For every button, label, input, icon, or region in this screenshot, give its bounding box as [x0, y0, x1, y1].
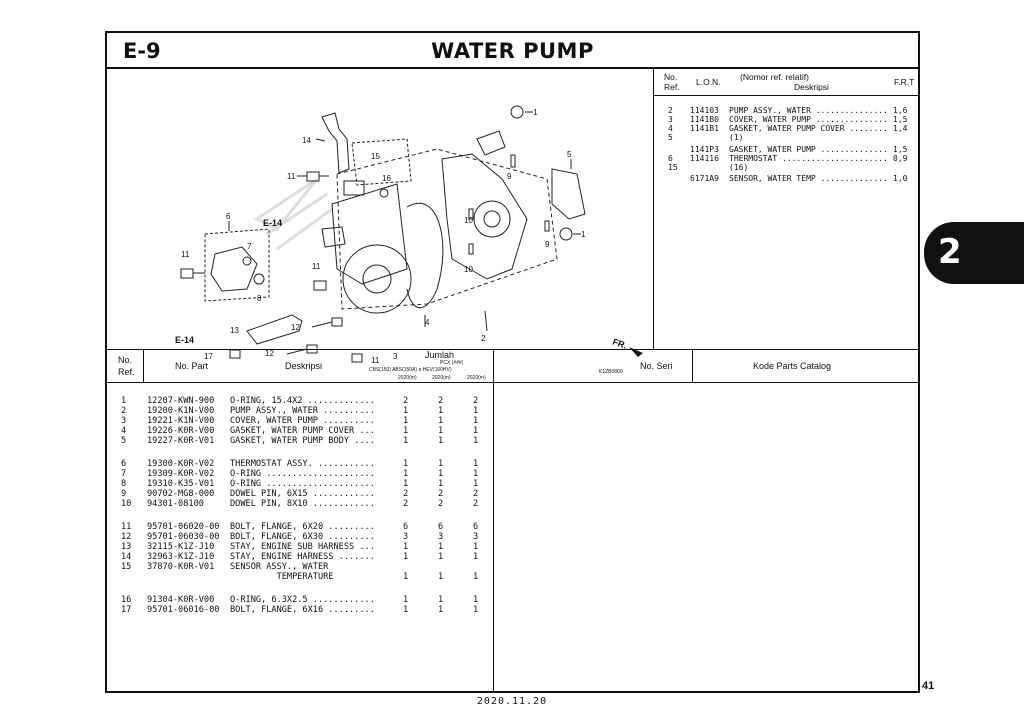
callout-15: 15	[371, 152, 380, 161]
part-cell-desc: O-RING .....................	[230, 469, 375, 479]
callout-3: 3	[393, 352, 398, 361]
section-tab	[924, 222, 1024, 284]
part-cell-qty: 1	[438, 416, 444, 426]
part-cell-qty: 3	[438, 532, 444, 542]
lon-cell-ref: 5	[668, 133, 673, 142]
part-cell-qty: 1	[473, 605, 479, 615]
callout-e14-top: E-14	[263, 218, 283, 228]
part-cell-qty: 1	[438, 426, 444, 436]
lon-cell-lon: 114116	[690, 154, 719, 163]
part-cell-qty: 2	[438, 396, 444, 406]
lon-row	[654, 133, 920, 143]
part-cell-qty: 1	[438, 436, 444, 446]
part-cell-qty: 1	[473, 416, 479, 426]
part-cell-ref: 7	[121, 469, 127, 479]
part-cell-ref: 3	[121, 416, 127, 426]
callout-2: 2	[481, 334, 486, 343]
lon-cell-frt: 1,6	[893, 106, 908, 115]
part-cell-qty: 1	[438, 552, 444, 562]
col-year-3: 2020(m)	[467, 375, 486, 381]
part-cell-desc: GASKET, WATER PUMP COVER ...	[230, 426, 375, 436]
part-cell-part: 19227-K0R-V01	[147, 436, 215, 446]
col-catalog: Kode Parts Catalog	[753, 361, 832, 371]
table-row	[107, 406, 918, 416]
part-cell-desc: GASKET, WATER PUMP BODY ....	[230, 436, 375, 446]
part-cell-qty: 1	[438, 459, 444, 469]
part-cell-desc: COVER, WATER PUMP ..........	[230, 416, 375, 426]
lon-cell-desc: SENSOR, WATER TEMP ..............	[729, 174, 888, 183]
part-cell-qty: 1	[473, 595, 479, 605]
col-variants: CBS(150) ABS(150A) e:HEV(160HV)	[369, 367, 452, 373]
direction-label: FR.	[611, 336, 629, 351]
drawing-code: K1ZB0800	[599, 369, 623, 375]
page-number: 41	[922, 680, 935, 692]
o-ring-7	[243, 257, 251, 265]
part-cell-qty: 1	[438, 605, 444, 615]
lon-cell-frt: 1,4	[893, 124, 908, 133]
part-cell-qty: 1	[473, 552, 479, 562]
part-cell-ref: 6	[121, 459, 127, 469]
gasket-5	[552, 169, 585, 219]
callout-7: 7	[247, 242, 252, 251]
part-cell-part: 19200-K1N-V00	[147, 406, 215, 416]
callout-11c: 11	[181, 250, 190, 259]
callout-1b: 1	[581, 230, 586, 239]
table-row	[107, 562, 918, 572]
table-row	[107, 532, 918, 542]
lon-cell-lon: 1141B1	[690, 124, 719, 133]
part-cell-qty: 1	[403, 426, 409, 436]
part-cell-qty: 1	[403, 469, 409, 479]
table-row	[107, 469, 918, 479]
callout-10b: 10	[464, 265, 473, 274]
part-cell-part: 95701-06020-00	[147, 522, 220, 532]
callout-13: 13	[230, 326, 239, 335]
page-frame	[105, 31, 920, 693]
part-cell-qty: 6	[473, 522, 479, 532]
part-cell-qty: 2	[403, 499, 409, 509]
part-cell-desc: O-RING, 6.3X2.5 ............	[230, 595, 375, 605]
thermostat-6	[211, 247, 257, 291]
callout-8: 8	[257, 294, 262, 303]
table-row	[107, 595, 918, 605]
lon-header-no: No.	[664, 72, 678, 82]
part-cell-qty: 1	[403, 542, 409, 552]
section-tab-number: 2	[938, 232, 962, 272]
part-cell-qty: 1	[473, 426, 479, 436]
table-row	[107, 479, 918, 489]
table-row	[107, 605, 918, 615]
callout-11e: 11	[371, 356, 380, 365]
col-model: PCX (###)	[440, 360, 464, 366]
lon-cell-desc: (16)	[729, 163, 749, 172]
col-part: No. Part	[175, 361, 209, 371]
part-cell-qty: 1	[403, 605, 409, 615]
part-cell-ref: 11	[121, 522, 132, 532]
o-ring-8	[254, 274, 264, 284]
lon-cell-frt: 1,5	[893, 115, 908, 124]
callout-11: 11	[287, 172, 296, 181]
diagram-callouts	[175, 108, 586, 365]
part-cell-qty: 6	[438, 522, 444, 532]
part-cell-ref: 13	[121, 542, 132, 552]
part-cell-qty: 1	[473, 469, 479, 479]
part-cell-ref: 14	[121, 552, 132, 562]
lon-cell-lon: 1141B0	[690, 115, 719, 124]
part-cell-desc: DOWEL PIN, 8X10 ............	[230, 499, 375, 509]
part-cell-ref: 16	[121, 595, 132, 605]
lon-cell-lon: 6171A9	[690, 174, 719, 183]
part-cell-qty: 2	[403, 396, 409, 406]
part-cell-qty: 1	[473, 436, 479, 446]
part-cell-qty: 2	[473, 489, 479, 499]
col-no: No.	[118, 355, 133, 365]
part-cell-desc: BOLT, FLANGE, 6X16 .........	[230, 605, 375, 615]
part-cell-desc: O-RING, 15.4X2 .............	[230, 396, 375, 406]
col-desc: Deskripsi	[285, 361, 323, 371]
part-cell-part: 32115-K1Z-J10	[147, 542, 215, 552]
lon-panel	[654, 69, 920, 349]
lon-cell-frt: 1,5	[893, 145, 908, 154]
table-row	[107, 572, 918, 582]
part-cell-part: 37870-K0R-V01	[147, 562, 215, 572]
part-cell-part: 95701-06030-00	[147, 532, 220, 542]
col-ref: Ref.	[118, 367, 135, 377]
table-row	[107, 426, 918, 436]
part-cell-ref: 8	[121, 479, 127, 489]
part-cell-desc: THERMOSTAT ASSY. ...........	[230, 459, 375, 469]
part-cell-desc: STAY, ENGINE HARNESS .......	[230, 552, 375, 562]
table-row	[107, 522, 918, 532]
part-cell-qty: 1	[403, 572, 409, 582]
part-cell-ref: 2	[121, 406, 127, 416]
part-cell-desc: BOLT, FLANGE, 6X30 .........	[230, 532, 375, 542]
part-cell-ref: 5	[121, 436, 127, 446]
part-cell-qty: 1	[473, 406, 479, 416]
lon-cell-desc: (1)	[729, 133, 744, 142]
sensor-15	[344, 181, 364, 195]
part-cell-qty: 1	[473, 459, 479, 469]
lon-cell-ref: 2	[668, 106, 673, 115]
lon-cell-lon: 1141P3	[690, 145, 719, 154]
part-cell-qty: 1	[473, 542, 479, 552]
col-divider	[692, 349, 693, 383]
part-cell-qty: 1	[403, 459, 409, 469]
callout-6: 6	[226, 212, 231, 221]
page-title: WATER PUMP	[431, 39, 594, 63]
part-cell-ref: 17	[121, 605, 132, 615]
part-cell-desc: BOLT, FLANGE, 6X20 .........	[230, 522, 375, 532]
section-code: E-9	[123, 39, 161, 63]
part-cell-ref: 9	[121, 489, 127, 499]
part-cell-part: 19226-K0R-V00	[147, 426, 215, 436]
o-ring-1-right	[560, 228, 572, 240]
callout-11d: 11	[312, 262, 321, 271]
lon-cell-desc: COVER, WATER PUMP ...............	[729, 115, 888, 124]
callout-12b: 12	[265, 349, 274, 358]
lon-cell-ref: 4	[668, 124, 673, 133]
part-cell-part: 19221-K1N-V00	[147, 416, 215, 426]
part-cell-desc: STAY, ENGINE SUB HARNESS ...	[230, 542, 375, 552]
print-date: 2020.11.20	[476, 696, 548, 707]
part-cell-qty: 3	[473, 532, 479, 542]
part-cell-ref: 4	[121, 426, 127, 436]
part-cell-desc: SENSOR ASSY., WATER	[230, 562, 329, 572]
part-cell-part: 32963-K1Z-J10	[147, 552, 215, 562]
col-seri: No. Seri	[640, 361, 673, 371]
parts-table-header	[107, 349, 918, 383]
part-cell-part: 12207-KWN-900	[147, 396, 215, 406]
part-cell-qty: 2	[473, 396, 479, 406]
watermark-wing-icon	[257, 179, 332, 249]
col-divider	[143, 349, 144, 383]
part-cell-ref: 12	[121, 532, 132, 542]
table-row	[107, 499, 918, 509]
part-cell-desc: DOWEL PIN, 6X15 ............	[230, 489, 375, 499]
lon-cell-desc: PUMP ASSY., WATER ...............	[729, 106, 888, 115]
part-cell-part: 91304-K0R-V00	[147, 595, 215, 605]
part-cell-desc: O-RING .....................	[230, 479, 375, 489]
part-cell-desc: TEMPERATURE	[230, 572, 334, 582]
part-cell-part: 95701-06016-00	[147, 605, 220, 615]
lon-header	[654, 69, 920, 96]
part-cell-qty: 1	[403, 436, 409, 446]
table-row	[107, 396, 918, 406]
part-cell-qty: 1	[473, 479, 479, 489]
part-cell-qty: 1	[473, 572, 479, 582]
lon-header-lon: L.O.N.	[696, 77, 721, 87]
part-cell-qty: 2	[438, 489, 444, 499]
table-row	[107, 542, 918, 552]
part-cell-part: 19309-K0R-V02	[147, 469, 215, 479]
callout-17: 17	[204, 352, 213, 361]
part-cell-qty: 1	[438, 542, 444, 552]
stay-engine-harness-14	[322, 113, 349, 173]
callout-12: 12	[291, 323, 300, 332]
col-year-1: 2020(m)	[398, 375, 417, 381]
part-cell-qty: 2	[473, 499, 479, 509]
table-row	[107, 436, 918, 446]
lon-cell-desc: GASKET, WATER PUMP ..............	[729, 145, 888, 154]
table-row	[107, 416, 918, 426]
part-cell-desc: PUMP ASSY., WATER ..........	[230, 406, 375, 416]
callout-e14-bottom: E-14	[175, 335, 195, 345]
part-cell-ref: 15	[121, 562, 132, 572]
part-cell-part: 19310-K35-V01	[147, 479, 215, 489]
col-jumlah: Jumlah	[425, 350, 455, 360]
lon-header-ref: Ref.	[664, 82, 680, 92]
callout-4: 4	[425, 318, 430, 327]
lon-row	[654, 163, 920, 173]
callout-5: 5	[567, 150, 572, 159]
part-cell-qty: 1	[438, 479, 444, 489]
o-ring-16	[380, 189, 388, 197]
lon-cell-ref: 6	[668, 154, 673, 163]
part-cell-qty: 1	[403, 595, 409, 605]
lon-cell-ref: 15	[668, 163, 678, 172]
part-cell-part: 94301-08100	[147, 499, 204, 509]
part-cell-qty: 3	[403, 532, 409, 542]
lon-cell-frt: 1,0	[893, 174, 908, 183]
part-cell-qty: 1	[403, 416, 409, 426]
part-cell-qty: 1	[438, 595, 444, 605]
page-header	[107, 33, 918, 69]
callout-16: 16	[382, 174, 391, 183]
gasket-4	[407, 203, 443, 307]
lon-cell-ref: 3	[668, 115, 673, 124]
lon-header-frt: F.R.T	[894, 77, 915, 87]
callout-9b: 9	[545, 240, 550, 249]
part-cell-part: 90702-MG8-000	[147, 489, 215, 499]
lon-row	[654, 174, 920, 184]
callout-1: 1	[533, 108, 538, 117]
o-ring-1-top	[511, 106, 523, 118]
lon-header-nomor: (Nomor ref. relatif)	[740, 72, 809, 82]
part-cell-ref: 10	[121, 499, 132, 509]
part-cell-qty: 1	[403, 406, 409, 416]
callout-10: 10	[464, 216, 473, 225]
table-row	[107, 459, 918, 469]
col-year-2: 2020(m)	[432, 375, 451, 381]
table-row	[107, 489, 918, 499]
lon-cell-lon: 114103	[690, 106, 719, 115]
part-cell-part: 19300-K0R-V02	[147, 459, 215, 469]
part-cell-qty: 1	[403, 479, 409, 489]
part-cell-qty: 1	[438, 572, 444, 582]
part-cell-qty: 1	[403, 552, 409, 562]
part-cell-qty: 1	[438, 469, 444, 479]
part-cell-qty: 2	[438, 499, 444, 509]
callout-9: 9	[507, 172, 512, 181]
part-cell-qty: 1	[438, 406, 444, 416]
part-cell-qty: 6	[403, 522, 409, 532]
table-row	[107, 552, 918, 562]
lon-cell-frt: 0,9	[893, 154, 908, 163]
callout-14: 14	[302, 136, 311, 145]
lon-cell-desc: THERMOSTAT ......................	[729, 154, 888, 163]
lon-header-deskripsi: Deskripsi	[794, 82, 829, 92]
part-cell-ref: 1	[121, 396, 127, 406]
part-cell-qty: 2	[403, 489, 409, 499]
lon-cell-desc: GASKET, WATER PUMP COVER ........	[729, 124, 888, 133]
